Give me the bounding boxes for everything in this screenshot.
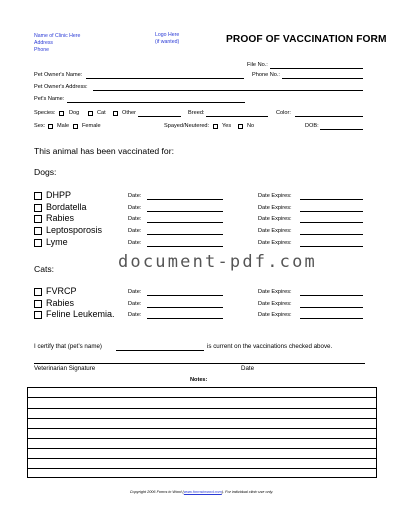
notes-line [28, 458, 376, 459]
owner-name-label: Pet Owner's Name: [34, 72, 83, 78]
date-field[interactable] [147, 199, 223, 200]
date-label: Date: [128, 289, 142, 295]
signature-field[interactable] [34, 363, 365, 364]
date-expires-label: Date Expires: [258, 216, 292, 223]
species-cat-checkbox[interactable] [88, 111, 93, 116]
date-field[interactable] [147, 211, 223, 212]
cat-vaccine-name: FVRCP [46, 286, 77, 296]
breed-label: Breed: [188, 110, 205, 116]
sex-female-checkbox[interactable] [73, 124, 78, 129]
sex-label: Sex: [34, 123, 46, 129]
logo-line-1: Logo Here [155, 32, 180, 38]
date-expires-label: Date Expires: [258, 193, 292, 199]
footer-link[interactable]: www.formsinword.com [183, 490, 222, 494]
date-field[interactable] [147, 318, 223, 319]
species-dog-label: Dog [69, 110, 80, 116]
dog-vaccine-name: Rabies [46, 213, 75, 224]
species-other-label: Other [122, 110, 136, 116]
notes-line [28, 408, 376, 409]
date-label: Date: [128, 300, 142, 307]
dob-field[interactable] [320, 129, 363, 130]
sex-male-checkbox[interactable] [48, 124, 53, 129]
cats-heading: Cats: [34, 264, 55, 274]
cat-vaccine-name: Rabies [46, 297, 75, 308]
date-expires-field[interactable] [300, 318, 363, 319]
species-label: Species: [34, 110, 56, 116]
spayed-yes-checkbox[interactable] [213, 124, 218, 129]
date-label: Date: [128, 228, 142, 235]
certify-pet-name-field[interactable] [116, 350, 204, 351]
pet-name-field[interactable] [67, 102, 245, 103]
species-other-checkbox[interactable] [113, 111, 118, 116]
notes-line [28, 448, 376, 449]
species-other-field[interactable] [138, 116, 181, 117]
date-expires-field[interactable] [300, 234, 363, 235]
date-expires-field[interactable] [300, 246, 363, 247]
dob-label: DOB: [305, 123, 319, 129]
notes-line [28, 418, 376, 419]
breed-field[interactable] [206, 116, 268, 117]
notes-label: Notes: [190, 377, 208, 383]
notes-line [28, 397, 376, 398]
owner-address-field[interactable] [93, 90, 363, 91]
dog-vaccine-checkbox[interactable] [34, 192, 42, 200]
file-no-label: File No.: [247, 62, 268, 68]
clinic-phone: Phone [34, 47, 50, 53]
owner-name-field[interactable] [86, 78, 244, 79]
certify-suffix: is current on the vaccinations checked above. [207, 343, 333, 350]
signature-date-label: Date [241, 365, 255, 372]
date-expires-label: Date Expires: [258, 228, 292, 235]
dog-vaccine-checkbox[interactable] [34, 215, 42, 223]
dog-vaccine-name: DHPP [46, 190, 72, 200]
date-expires-field[interactable] [300, 199, 363, 200]
cat-vaccine-name: Feline Leukemia. [46, 309, 115, 320]
date-field[interactable] [147, 222, 223, 223]
date-expires-label: Date Expires: [258, 239, 292, 246]
notes-line [28, 428, 376, 429]
pet-name-label: Pet's Name: [34, 96, 65, 102]
file-no-field[interactable] [270, 68, 363, 69]
footer-copyright [0, 490, 403, 494]
clinic-address: Address [34, 40, 54, 46]
clinic-name: Name of Clinic Here [34, 33, 81, 39]
owner-address-label: Pet Owner's Address: [34, 84, 88, 90]
date-expires-field[interactable] [300, 222, 363, 223]
date-label: Date: [128, 193, 142, 199]
spayed-yes-label: Yes [222, 123, 232, 129]
logo-placeholder [155, 32, 179, 46]
species-cat-label: Cat [97, 110, 106, 116]
date-label: Date: [128, 312, 142, 319]
dog-vaccine-name: Leptosporosis [46, 225, 103, 236]
color-field[interactable] [295, 116, 363, 117]
cat-vaccine-checkbox[interactable] [34, 288, 42, 296]
date-expires-field[interactable] [300, 307, 363, 308]
date-expires-field[interactable] [300, 295, 363, 296]
date-field[interactable] [147, 246, 223, 247]
notes-box[interactable] [27, 387, 377, 478]
notes-line [28, 468, 376, 469]
dog-vaccine-name: Bordatella [46, 201, 87, 212]
sex-male-label: Male [57, 123, 70, 129]
dog-vaccine-checkbox[interactable] [34, 239, 42, 247]
date-expires-label: Date Expires: [258, 289, 292, 295]
date-label: Date: [128, 239, 142, 246]
date-expires-label: Date Expires: [258, 300, 292, 307]
phone-no-label: Phone No.: [252, 72, 280, 78]
certify-prefix: I certify that (pet’s name) [34, 343, 102, 350]
date-expires-label: Date Expires: [258, 312, 292, 319]
date-expires-field[interactable] [300, 211, 363, 212]
clinic-info [34, 33, 80, 54]
species-dog-checkbox[interactable] [59, 111, 64, 116]
phone-no-field[interactable] [282, 78, 363, 79]
dog-vaccine-checkbox[interactable] [34, 227, 42, 235]
logo-line-2: (if wanted) [155, 39, 180, 45]
date-label: Date: [128, 216, 142, 223]
cat-vaccine-checkbox[interactable] [34, 300, 42, 308]
color-label: Color: [276, 110, 291, 116]
dogs-heading: Dogs: [34, 167, 57, 177]
date-expires-label: Date Expires: [258, 204, 292, 211]
dog-vaccine-checkbox[interactable] [34, 204, 42, 212]
footer-text-pre: Copyright 2006 Forms in Word ( [129, 490, 184, 494]
spayed-no-label: No [247, 123, 255, 129]
date-field[interactable] [147, 295, 223, 296]
watermark: document-pdf.com [118, 252, 317, 272]
notes-line [28, 438, 376, 439]
vet-signature-label: Veterinarian Signature [34, 365, 96, 372]
footer-text-post: ). For individual clinic use only. [221, 490, 274, 494]
date-field[interactable] [147, 234, 223, 235]
spayed-label: Spayed/Neutered: [164, 123, 210, 129]
sex-female-label: Female [82, 123, 101, 129]
dog-vaccine-name: Lyme [46, 236, 68, 247]
date-field[interactable] [147, 307, 223, 308]
form-title: PROOF OF VACCINATION FORM [226, 34, 387, 45]
cat-vaccine-checkbox[interactable] [34, 311, 42, 319]
date-label: Date: [128, 204, 142, 211]
spayed-no-checkbox[interactable] [238, 124, 243, 129]
vaccinated-intro: This animal has been vaccinated for: [34, 146, 174, 156]
